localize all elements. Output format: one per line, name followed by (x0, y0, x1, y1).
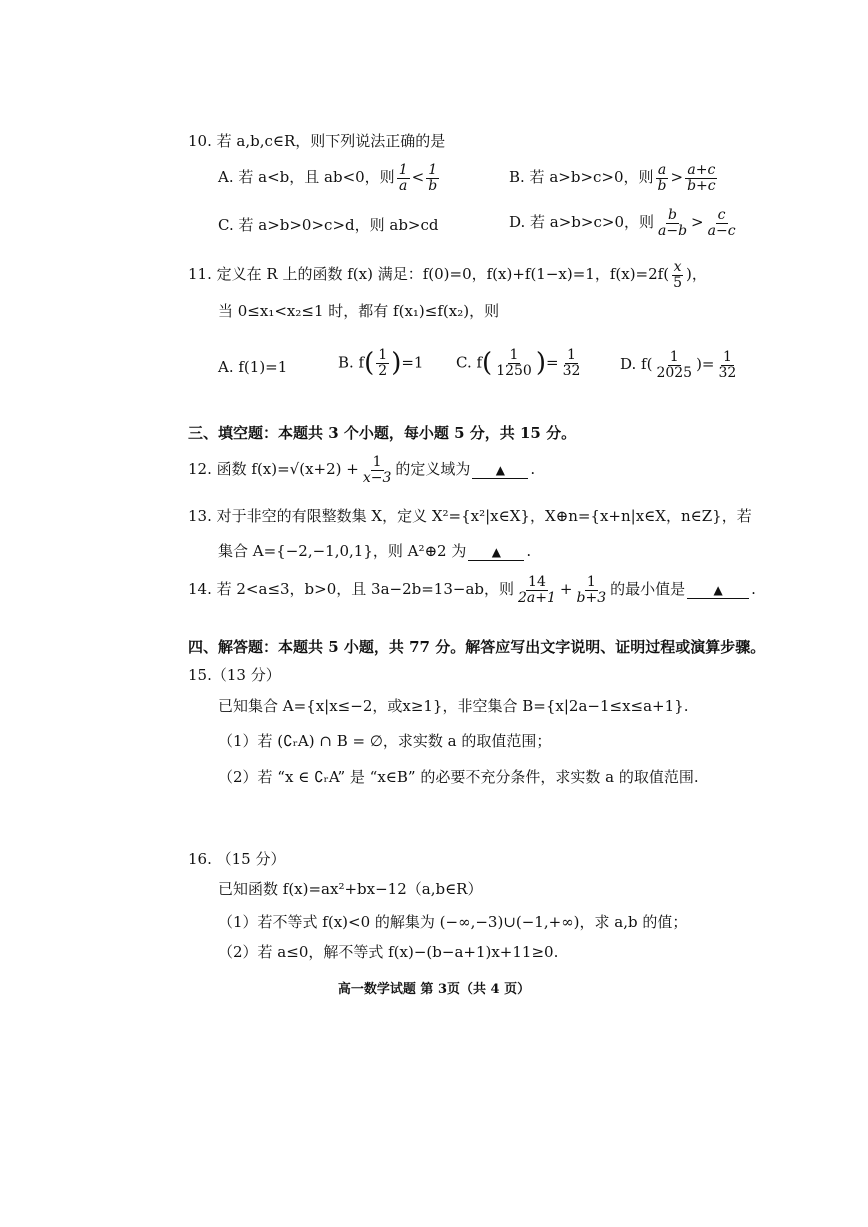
q15-part2: （2）若 “x ∈ ∁ᵣA” 是 “x∈B” 的必要不充分条件，求实数 a 的取值范围. (218, 768, 699, 786)
q15-given: 已知集合 A={x|x≤−2，或x≥1}，非空集合 B={x|2a−1≤x≤a+1}. (218, 697, 689, 715)
q15-part1: （1）若 (∁ᵣA) ∩ B = ∅，求实数 a 的取值范围； (218, 732, 552, 750)
answer-blank (687, 580, 749, 599)
fraction: $\frac{1}{a}$ (398, 162, 408, 194)
fraction: $\frac{a}{b}$ (657, 162, 667, 194)
section-heading-fill-in: 三、填空题：本题共 3 个小题，每小题 5 分，共 15 分。 (188, 424, 577, 442)
fraction: $\frac{x}{5}$ (673, 259, 682, 291)
fraction: $\frac{1}{x-3}$ (362, 454, 392, 486)
q10-stem: 10. 若 a,b,c∈R，则下列说法正确的是 (188, 132, 446, 150)
q13-line1: 13. 对于非空的有限整数集 X，定义 X²={x²|x∈X}，X⊕n={x+n|x∈X，n∈Z}，若 (188, 507, 752, 525)
q11-option-b: B. f( $\frac{1}{2}$ )=1 (338, 347, 424, 380)
fraction: $\frac{1}{1250}$ (496, 347, 532, 380)
q11-option-a: A. f(1)=1 (218, 358, 288, 376)
q13-line2: 集合 A={−2,−1,0,1}，则 A²⊕2 为 ▲ . (218, 542, 532, 560)
q10-b-text: B. 若 a>b>c>0，则 (509, 168, 654, 187)
fraction: $\frac{1}{b}$ (428, 162, 438, 194)
fraction: $\frac{1}{2}$ (378, 347, 388, 380)
triangle-icon: ▲ (713, 583, 723, 598)
triangle-icon: ▲ (495, 463, 506, 478)
q11-stem: 11. 定义在 R 上的函数 f(x) 满足：f(0)=0，f(x)+f(1−x)=1，f(x)=2f( $\frac{x}{5}$ )， (188, 259, 707, 291)
q14: 14. 若 2<a≤3，b>0，且 3a−2b=13−ab，则 $\frac{14}{2a+1}$ + $\frac{1}{b+3}$ 的最小值是 ▲ . (188, 574, 756, 606)
fraction: $\frac{1}{32}$ (562, 347, 581, 380)
triangle-icon: ▲ (491, 545, 501, 559)
q16-part2: （2）若 a≤0，解不等式 f(x)−(b−a+1)x+11≥0. (218, 943, 559, 961)
fraction: $\frac{1}{b+3}$ (576, 574, 607, 606)
fraction: $\frac{b}{a-b}$ (658, 207, 688, 239)
q11-option-c: C. f( $\frac{1}{1250}$ )= $\frac{1}{32}$ (456, 347, 581, 380)
q10-option-d: D. 若 a>b>c>0，则 $\frac{b}{a-b}$ > $\frac{c}{a-c}$ (509, 207, 736, 239)
q16-head: 16. （15 分） (188, 850, 286, 868)
q16-part1: （1）若不等式 f(x)<0 的解集为 (−∞,−3)∪(−1,+∞)，求 a,b 的值； (218, 913, 688, 931)
q10-option-c: C. 若 a>b>0>c>d，则 ab>cd (218, 216, 439, 234)
q12: 12. 函数 f(x)=√(x+2) + $\frac{1}{x-3}$ 的定义域为 ▲ . (188, 454, 536, 486)
q10-option-a: A. 若 a<b，且 ab<0，则 $\frac{1}{a}$ < $\frac{1}{b}$ (218, 162, 438, 194)
q11-option-d: D. f( $\frac{1}{2025}$ )= $\frac{1}{32}$ (620, 349, 737, 381)
fraction: $\frac{c}{a-c}$ (707, 207, 736, 239)
q10-d-text: D. 若 a>b>c>0，则 (509, 213, 654, 232)
section-heading-solutions: 四、解答题：本题共 5 小题，共 77 分。解答应写出文字说明、证明过程或演算步骤。 (188, 638, 766, 656)
q10-a-text: A. 若 a<b，且 ab<0，则 (218, 168, 395, 187)
answer-blank (468, 542, 524, 561)
q11-condition: 当 0≤x₁<x₂≤1 时，都有 f(x₁)≤f(x₂)，则 (218, 302, 500, 320)
page-footer: 高一数学试题 第 3页（共 4 页） (337, 982, 531, 997)
fraction: $\frac{1}{32}$ (718, 349, 737, 381)
fraction: $\frac{1}{2025}$ (656, 349, 693, 381)
q16-given: 已知函数 f(x)=ax²+bx−12（a,b∈R） (218, 880, 483, 898)
q10-option-b: B. 若 a>b>c>0，则 $\frac{a}{b}$ > $\frac{a+c}{b+c}$ (509, 162, 716, 194)
q15-head: 15.（13 分） (188, 666, 281, 684)
answer-blank (472, 460, 528, 479)
fraction: $\frac{14}{2a+1}$ (518, 574, 556, 606)
fraction: $\frac{a+c}{b+c}$ (687, 162, 716, 194)
